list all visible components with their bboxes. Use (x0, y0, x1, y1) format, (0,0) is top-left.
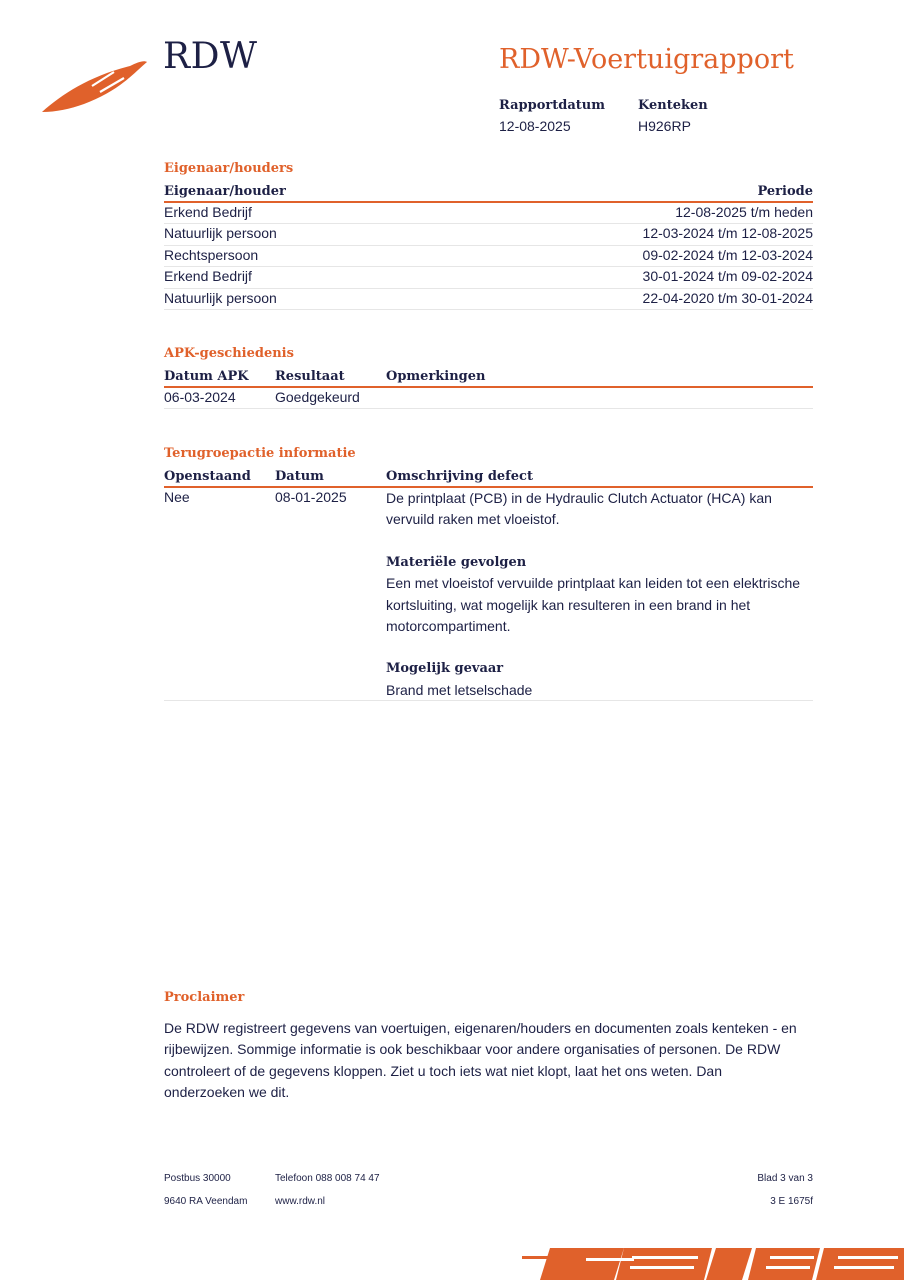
disclaimer-text: De RDW registreert gegevens van voertuigen, eigenaren/houders en documenten zoals kenteken - en rijbewijzen. Sommige informatie is ook beschikbaar voor andere organisaties of personen. De RDW controleert of de gegevens kloppen. Ziet u toch iets wat niet klopt, laat het ons weten. Dan onderzoeken we dit. (164, 1020, 797, 1101)
owners-col-period: Periode (757, 184, 813, 199)
table-row (164, 246, 813, 267)
table-row (164, 267, 813, 288)
recall-table (164, 466, 813, 701)
rdw-stripe-graphic (520, 1244, 904, 1280)
recall-table-header (164, 466, 813, 488)
danger-heading: Mogelijk gevaar (386, 661, 504, 677)
recall-date: 08-01-2025 (275, 489, 347, 505)
table-row (164, 203, 813, 224)
table-row (164, 488, 813, 701)
recall-col-open: Openstaand (164, 469, 251, 484)
recall-description: De printplaat (PCB) in de Hydraulic Clutch Actuator (HCA) kan vervuild raken met vloeistof. (386, 490, 772, 528)
footer-po-box: Postbus 30000 (164, 1173, 231, 1184)
report-date-value: 12-08-2025 (499, 118, 571, 134)
disclaimer-title: Proclaimer (164, 990, 245, 1005)
table-row (164, 289, 813, 310)
owner-type: Rechtspersoon (164, 246, 259, 263)
footer-phone: Telefoon 088 008 74 47 (275, 1173, 380, 1184)
footer-website-link[interactable]: www.rdw.nl (275, 1196, 326, 1207)
document-title: RDW-Voertuigrapport (499, 44, 794, 75)
owner-period: 30-01-2024 t/m 09-02-2024 (642, 268, 813, 285)
consequences-text: Een met vloeistof vervuilde printplaat kan leiden tot een elektrische kortsluiting, wat mogelijk kan resulteren in een brand in het motorcompartiment. (386, 575, 801, 635)
apk-col-result: Resultaat (275, 369, 345, 384)
table-row (164, 224, 813, 245)
danger-text: Brand met letselschade (386, 681, 533, 698)
apk-table-header (164, 366, 813, 388)
plate-label: Kenteken (638, 98, 708, 113)
owner-period: 09-02-2024 t/m 12-03-2024 (642, 246, 813, 263)
owners-col-owner: Eigenaar/houder (164, 184, 286, 199)
owner-type: Natuurlijk persoon (164, 289, 277, 306)
apk-col-remarks: Opmerkingen (386, 369, 486, 384)
footer-city: 9640 RA Veendam (164, 1196, 248, 1207)
report-date-label: Rapportdatum (499, 98, 605, 113)
plate-value: H926RP (638, 118, 691, 134)
owner-type: Erkend Bedrijf (164, 204, 252, 220)
consequences-heading: Materiële gevolgen (386, 554, 527, 570)
owners-section-title: Eigenaar/houders (164, 161, 294, 176)
apk-col-date: Datum APK (164, 369, 249, 384)
owner-period: 22-04-2020 t/m 30-01-2024 (642, 289, 813, 306)
owner-period: 12-03-2024 t/m 12-08-2025 (642, 225, 813, 242)
owner-period: 12-08-2025 t/m heden (675, 204, 813, 220)
table-row (164, 388, 813, 409)
rdw-logo-icon (40, 58, 148, 116)
recall-description-block (386, 488, 806, 701)
owners-table-header (164, 181, 813, 203)
owner-type: Natuurlijk persoon (164, 225, 277, 242)
footer-page-number: Blad 3 van 3 (757, 1173, 813, 1184)
recall-col-desc: Omschrijving defect (386, 469, 533, 484)
footer-document-code: 3 E 1675f (770, 1196, 813, 1207)
owner-type: Erkend Bedrijf (164, 268, 252, 285)
recall-section-title: Terugroepactie informatie (164, 446, 356, 461)
apk-result: Goedgekeurd (275, 389, 360, 405)
apk-table (164, 366, 813, 409)
recall-col-date: Datum (275, 469, 324, 484)
apk-date: 06-03-2024 (164, 389, 236, 405)
recall-open: Nee (164, 489, 190, 505)
rdw-logo-text: RDW (163, 36, 258, 77)
apk-section-title: APK-geschiedenis (164, 346, 294, 361)
owners-table (164, 181, 813, 310)
